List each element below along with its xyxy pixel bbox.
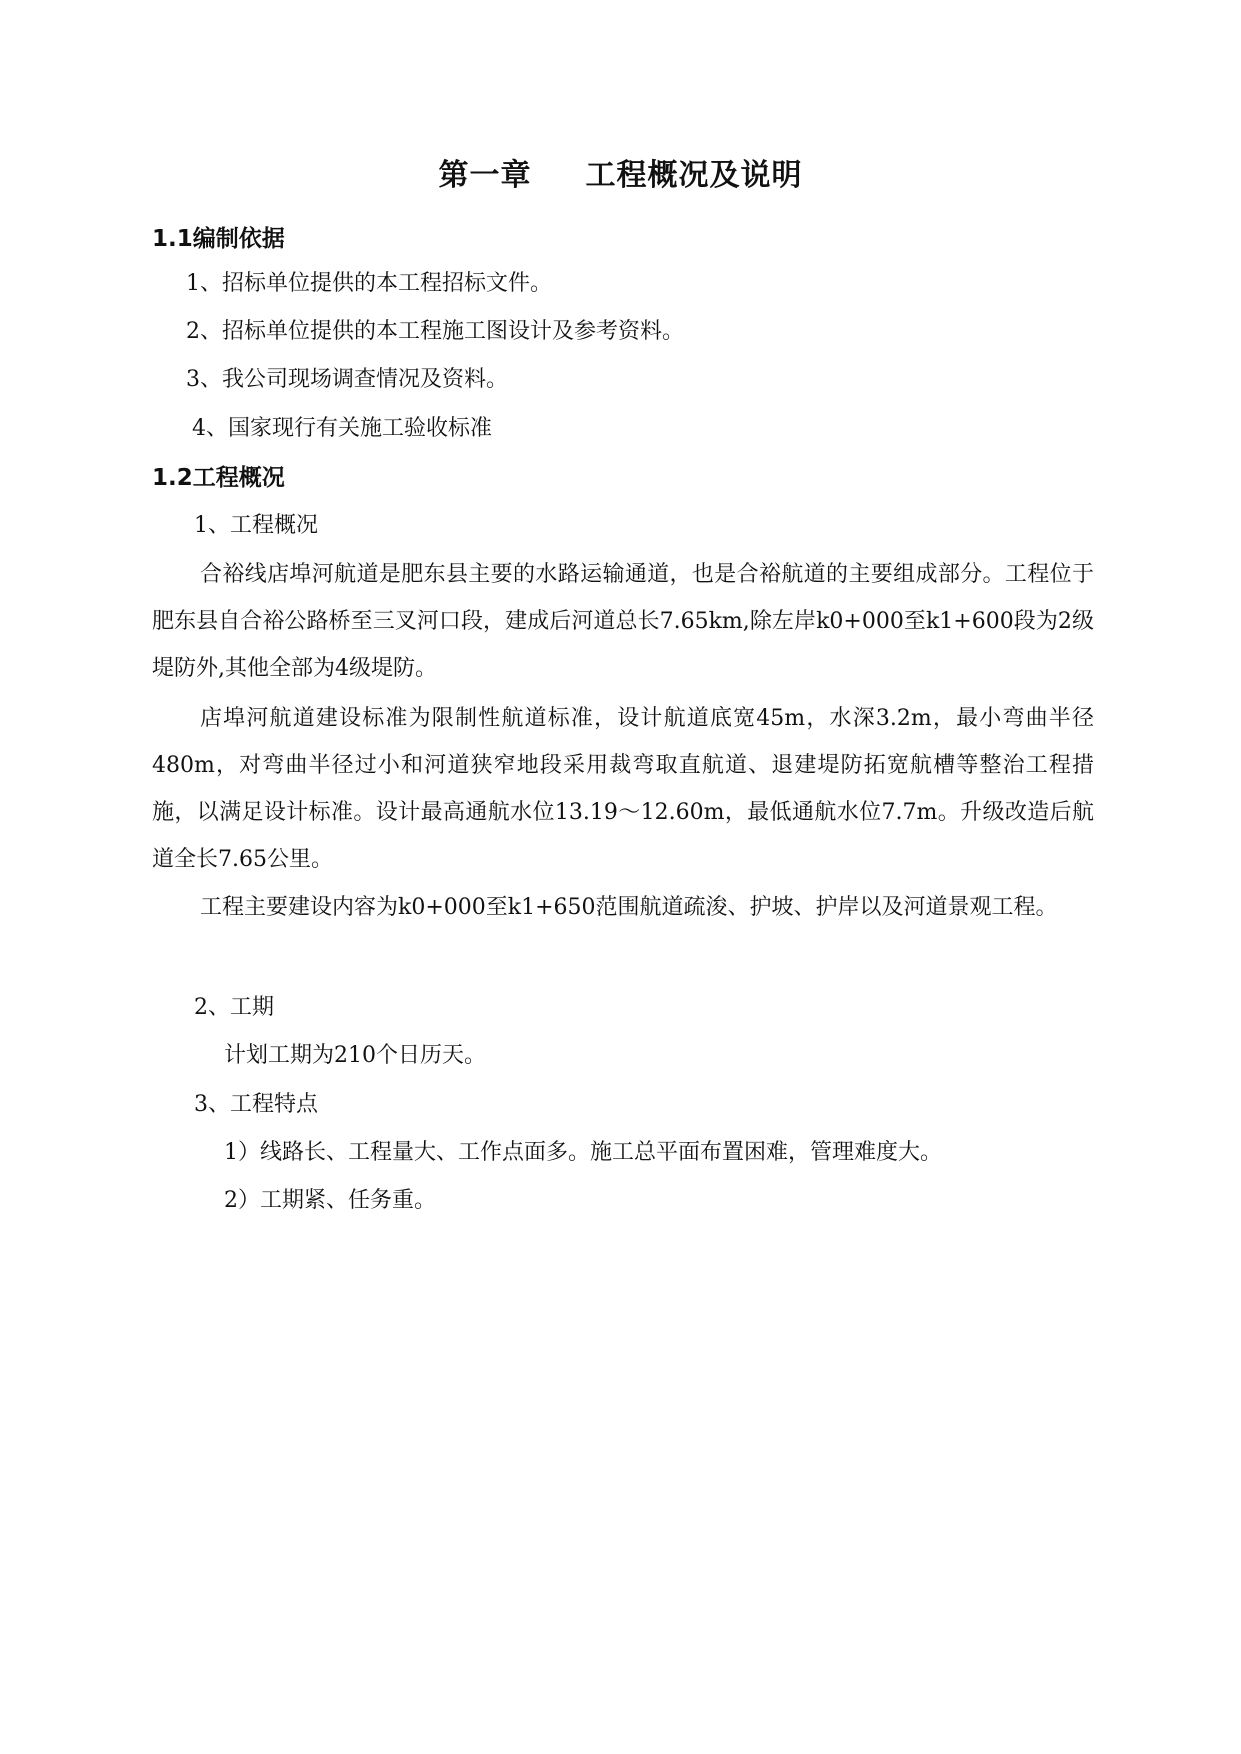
basis-item-3: 3、我公司现场调查情况及资料。 bbox=[186, 367, 508, 392]
section-heading-1-1: 1.1编制依据 bbox=[152, 226, 285, 252]
overview-paragraph-1: 合裕线店埠河航道是肥东县主要的水路运输通道，也是合裕航道的主要组成部分。工程位于肥东县自合裕公路桥至三叉河口段，建成后河道总长7.65km,除左岸k0+000至k1+600段为2级堤防外,其他全部为4级堤防。 bbox=[152, 562, 1094, 681]
chapter-name: 工程概况及说明 bbox=[585, 158, 803, 193]
overview-paragraph-3: 工程主要建设内容为k0+000至k1+650范围航道疏浚、护坡、护岸以及河道景观工程。 bbox=[200, 895, 1058, 920]
subsection-features-heading: 3、工程特点 bbox=[194, 1092, 318, 1117]
feature-item-2: 2）工期紧、任务重。 bbox=[224, 1188, 436, 1213]
overview-paragraph-2: 店埠河航道建设标准为限制性航道标准，设计航道底宽45m，水深3.2m，最小弯曲半径480m，对弯曲半径过小和河道狭窄地段采用裁弯取直航道、退建堤防拓宽航槽等整治工程措施，以满足设计标准。设计最高通航水位13.19～12.60m，最低通航水位7.7m。升级改造后航道全长7.65公里。 bbox=[152, 706, 1094, 872]
schedule-text: 计划工期为210个日历天。 bbox=[224, 1043, 486, 1068]
subsection-schedule-heading: 2、工期 bbox=[194, 995, 274, 1020]
basis-item-2: 2、招标单位提供的本工程施工图设计及参考资料。 bbox=[186, 319, 684, 344]
feature-item-1: 1）线路长、工程量大、工作点面多。施工总平面布置困难，管理难度大。 bbox=[224, 1140, 942, 1165]
chapter-title bbox=[0, 150, 1241, 194]
chapter-number: 第一章 bbox=[438, 158, 532, 193]
subsection-overview-heading: 1、工程概况 bbox=[194, 513, 318, 538]
basis-item-4: 4、国家现行有关施工验收标准 bbox=[192, 416, 492, 441]
section-heading-1-2: 1.2工程概况 bbox=[152, 465, 285, 491]
basis-item-1: 1、招标单位提供的本工程招标文件。 bbox=[186, 271, 552, 296]
